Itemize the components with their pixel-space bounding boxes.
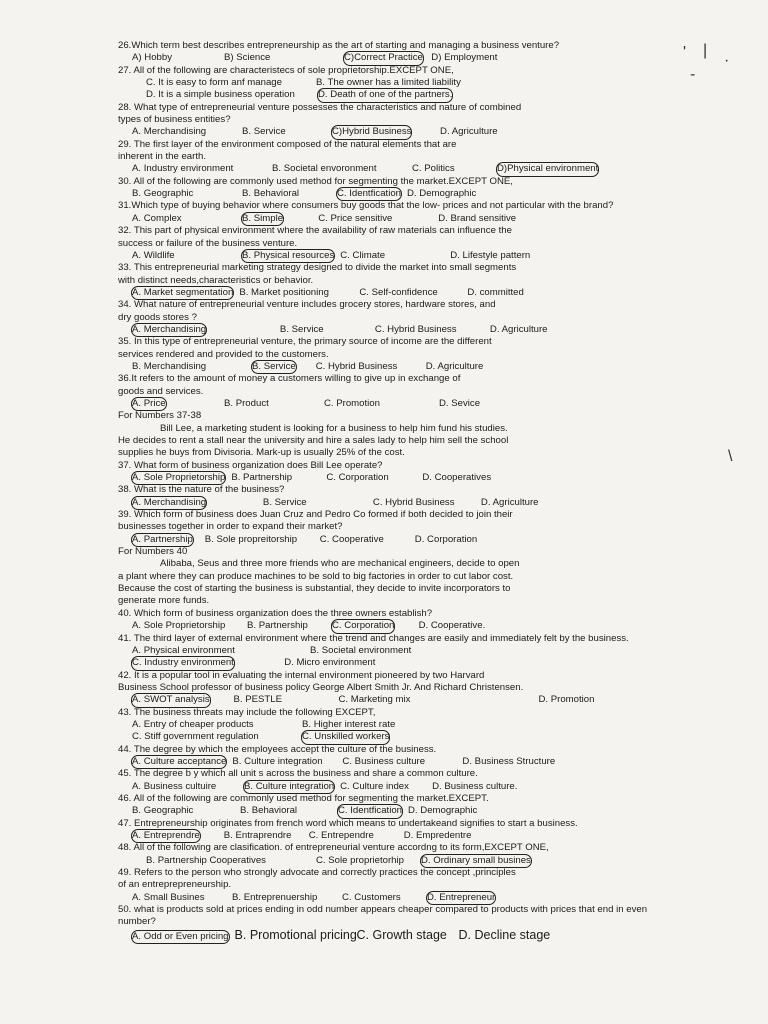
answer-option: B. Higher interest rate <box>302 718 396 730</box>
answer-options-row <box>118 52 718 64</box>
answer-option: D. Decline stage <box>458 927 551 942</box>
circled-answer-option: D)Physical environment <box>497 163 599 175</box>
question-text-line: For Numbers 40 <box>118 546 188 558</box>
answer-option: B. The owner has a limited liability <box>316 77 461 89</box>
question-text-line: 33. This entrepreneurial marketing strategy designed to divide the market into small segments <box>118 262 517 274</box>
answer-option: D. Sevice <box>438 397 481 409</box>
answer-options-row <box>118 657 718 669</box>
question-text-line: Business School professor of business policy George Albert Smith Jr. And Richard Christensen. <box>118 681 524 693</box>
question-text-line: 32. This part of physical environment where the availability of raw materials can influence the <box>118 225 512 237</box>
answer-option: C. Politics <box>412 163 455 175</box>
answer-option: B. Geographic <box>132 188 194 200</box>
circled-answer-option: C)Correct Practice <box>344 52 423 64</box>
circled-answer-option: C. Identfication <box>337 188 401 200</box>
question-text-line: 48. All of the following are clasification. of entrepreneurial venture accordng to its form,EXCEPT ONE, <box>118 842 549 854</box>
answer-option: A. Business cultuire <box>132 780 217 792</box>
question-text-line: with distinct needs,characteristics or behavior. <box>118 274 314 286</box>
question-text-line: 31.Which type of buying behavior where consumers buy goods that the low- prices and not particular with the brand? <box>118 200 614 212</box>
answer-option: B. PESTLE <box>233 694 282 706</box>
answer-option: D. committed <box>467 286 524 298</box>
circled-answer-option: B. Culture integration <box>244 780 335 792</box>
answer-options-row <box>118 250 718 262</box>
question-text-line: 49. Refers to the person who strongly advocate and correctly practices the concept ,principles <box>118 867 516 879</box>
answer-option: D. Micro environment <box>284 657 376 669</box>
answer-option: B) Science <box>224 52 271 64</box>
answer-option: B. Service <box>279 323 324 335</box>
question-text-line: 41. The third layer of external environment where the trend and changes are easily and immediately felt by the business. <box>118 632 629 644</box>
answer-options-row <box>118 929 718 943</box>
answer-option: D. Demographic <box>407 188 477 200</box>
answer-option: D. Business Structure <box>462 755 556 767</box>
answer-options-row <box>118 188 718 200</box>
answer-option: A. Small Busines <box>132 891 205 903</box>
scan-mark-4: - <box>690 66 696 83</box>
answer-option: C. Stiff government regulation <box>132 731 259 743</box>
question-text-line: goods and services. <box>118 385 204 397</box>
circled-answer-option: D. Entrepreneur <box>427 891 496 903</box>
answer-option: C. Hybrid Business <box>315 360 398 372</box>
question-text-line: 30. All of the following are commonly used method for segmenting the market.EXCEPT ONE, <box>118 175 513 187</box>
answer-option: C. Corporation <box>326 472 389 484</box>
answer-option: B. Partnership <box>231 472 293 484</box>
question-text-line: inherent in the earth. <box>118 151 207 163</box>
answer-option: C. Sole proprietorhip <box>316 854 404 866</box>
answer-option: A. Entry of cheaper products <box>132 718 254 730</box>
answer-options-row <box>118 89 718 101</box>
circled-answer-option: A. Partnership <box>132 533 193 545</box>
answer-option: B. Partnership <box>247 620 308 632</box>
answer-option: C. Cooperative <box>319 533 384 545</box>
scan-mark-5: \ <box>728 448 733 465</box>
circled-answer-option: A. Sole Proprietorship <box>132 472 226 484</box>
question-text-line: Alibaba, Seus and three more friends who are mechanical engineers, decide to open <box>160 558 520 570</box>
question-text-line: dry goods stores ? <box>118 311 197 323</box>
circled-answer-option: A. Entreprendre <box>132 830 200 841</box>
question-text-line: 45. The degree b y which all unit s across the business and share a common culture. <box>118 768 478 780</box>
circled-answer-option: D. Ordinary small busines <box>421 854 531 866</box>
answer-option: A) Hobby <box>132 52 172 64</box>
answer-option: B. Merchandising <box>132 360 207 372</box>
answer-option: B. Behavioral <box>240 805 298 817</box>
question-text-line: 44. The degree by which the employees accept the culture of the business. <box>118 743 437 755</box>
answer-option: D. Empredentre <box>403 830 472 841</box>
question-text-line: 40. Which form of business organization does the three owners establish? <box>118 607 433 619</box>
answer-options-row <box>118 694 718 706</box>
circled-answer-option: A. SWOT analysis <box>132 694 210 706</box>
answer-option: B. Culture integration <box>232 755 323 767</box>
answer-option: B. Market positioning <box>239 286 329 298</box>
answer-option: B. Service <box>262 496 307 508</box>
circled-answer-option: C. Identfication <box>338 805 402 817</box>
answer-options-row <box>118 472 718 484</box>
scan-mark-2: | <box>703 42 708 59</box>
circled-answer-option: D. Death of one of the partners. <box>318 89 453 101</box>
answer-option: A. Sole Proprietorship <box>132 620 226 632</box>
exam-sheet <box>118 40 718 943</box>
answer-option: C. Hybrid Business <box>374 323 457 335</box>
answer-option: B. Societal environment <box>310 644 412 656</box>
answer-option: C. Marketing mix <box>338 694 411 706</box>
answer-option: C. Climate <box>340 249 386 261</box>
answer-option: A. Physical environment <box>132 644 235 656</box>
answer-option: D. Lifestyle pattern <box>450 249 531 261</box>
question-text-line: 36.It refers to the amount of money a customers willing to give up in exchange of <box>118 373 461 385</box>
answer-option: C. Price sensitive <box>318 212 393 224</box>
answer-options-row <box>118 77 718 89</box>
answer-option: C. Promotion <box>323 397 380 409</box>
answer-options-row <box>118 497 718 509</box>
answer-option: C. Growth stage <box>356 927 447 942</box>
answer-option: B. Geographic <box>132 805 194 817</box>
answer-option: D. It is a simple business operation <box>146 89 295 101</box>
answer-options-row <box>118 163 718 175</box>
answer-option: B. Entraprendre <box>223 830 292 841</box>
answer-option: C. Hybrid Business <box>372 496 455 508</box>
circled-answer-option: A. Price <box>132 397 166 409</box>
answer-options-row <box>118 361 718 373</box>
answer-option: A. Merchandising <box>132 126 207 138</box>
question-text-line: types of business entities? <box>118 114 231 126</box>
question-text-line: For Numbers 37-38 <box>118 410 202 422</box>
answer-option: B. Product <box>223 397 269 409</box>
question-text-line: Because the cost of starting the business is substantial, they decide to invite incorporators to <box>118 583 511 595</box>
answer-option: D. Brand sensitive <box>438 212 517 224</box>
answer-option: D. Cooperative. <box>418 620 486 632</box>
answer-option: C. Entrependre <box>308 830 374 841</box>
answer-options-row <box>118 534 718 546</box>
question-text-line: of an entreprepreneurship. <box>118 879 232 891</box>
question-text-line: businesses together in order to expand their market? <box>118 521 343 533</box>
answer-option: A. Complex <box>132 212 182 224</box>
question-text-line: He decides to rent a stall near the university and hire a sales lady to help him sell the school <box>118 435 509 446</box>
answer-option: B. Entreprenuership <box>232 891 318 903</box>
answer-options-row <box>118 805 718 817</box>
question-text-line: 46. All of the following are commonly used method for segmenting the market.EXCEPT. <box>118 792 489 804</box>
answer-options-row <box>118 731 718 743</box>
answer-option: B. Partnership Cooperatives <box>146 854 266 866</box>
answer-option: D. Promotion <box>538 694 595 706</box>
answer-option: D. Agriculture <box>440 126 498 138</box>
answer-options-row <box>118 719 718 731</box>
answer-option: D. Agriculture <box>489 323 548 335</box>
question-text-line: 42. It is a popular tool in evaluating the internal environment pioneered by two Harvard <box>118 669 485 681</box>
answer-options-row <box>118 620 718 632</box>
question-text-line: 39. Which form of business does Juan Cruz and Pedro Co formed if both decided to join their <box>118 509 513 521</box>
circled-answer-option: A. Culture acceptance <box>132 755 227 767</box>
answer-option: A. Industry environment <box>132 163 234 175</box>
circled-answer-option: A. Odd or Even pricing <box>132 930 229 942</box>
answer-option: D. Agriculture <box>425 360 484 372</box>
answer-options-row <box>118 892 718 904</box>
question-text-line: 38. What is the nature of the business? <box>118 484 285 496</box>
answer-option: D) Employment <box>431 52 498 64</box>
question-text-line: 37. What form of business organization does Bill Lee operate? <box>118 459 383 471</box>
question-text-line: 29. The first layer of the environment composed of the natural elements that are <box>118 138 457 150</box>
question-text-line: success or failure of the business venture. <box>118 237 298 249</box>
circled-answer-option: A. Merchandising <box>132 496 207 508</box>
answer-option: D. Corporation <box>414 533 478 545</box>
question-text-line: 27. All of the following are characteristecs of sole proprietorship.EXCEPT ONE, <box>118 64 454 76</box>
circled-answer-option: A. Merchandising <box>132 323 207 335</box>
answer-options-row <box>118 645 718 657</box>
question-text-line: Bill Lee, a marketing student is looking for a business to help him fund his studies. <box>160 422 508 434</box>
circled-answer-option: C. Corporation <box>332 620 395 632</box>
answer-option: C. Customers <box>342 891 401 903</box>
question-text-line: 34. What nature of entrepreneurial venture includes grocery stores, hardware stores, and <box>118 299 496 311</box>
question-text-line: 26.Which term best describes entrepreneurship as the art of starting and managing a business venture? <box>118 40 560 51</box>
answer-options-row <box>118 830 718 842</box>
question-text-line: 35. In this type of entrepreneurial venture, the primary source of income are the different <box>118 336 492 348</box>
question-text-line: number? <box>118 916 156 928</box>
answer-options-row <box>118 398 718 410</box>
answer-option: D. Cooperatives <box>422 472 492 484</box>
question-text-line: 50. what is products sold at prices ending in odd number appears cheaper compared to products with prices that end in even <box>118 904 648 916</box>
question-text-line: a plant where they can produce machines to be sold to big factories in order to cut labor cost. <box>118 570 514 582</box>
circled-answer-option: C. Industry environment <box>132 657 234 669</box>
answer-options-row <box>118 287 718 299</box>
answer-option: C. Self-confidence <box>359 286 438 298</box>
answer-option: B. Behavioral <box>242 188 300 200</box>
question-text-line: 28. What type of entrepreneurial venture possesses the characteristics and nature of combined <box>118 101 522 113</box>
circled-answer-option: A. Market segmentation <box>132 286 234 298</box>
circled-answer-option: B. Simple <box>242 212 284 224</box>
answer-options-row <box>118 855 718 867</box>
scan-mark-1: ' <box>683 44 687 61</box>
circled-answer-option: B. Physical resources <box>242 249 335 261</box>
answer-options-row <box>118 324 718 336</box>
answer-option: C. Business culture <box>342 755 426 767</box>
circled-answer-option: C. Unskilled workers <box>302 731 390 743</box>
question-text-line: supplies he buys from Divisoria. Mark-up is usually 25% of the cost. <box>118 447 405 459</box>
question-text-line: 47. Entrepreneurship originates from french word which means to undertakeand signifies to start a business. <box>118 817 578 829</box>
answer-options-row <box>118 781 718 793</box>
answer-option: C. Culture index <box>340 780 409 792</box>
scan-mark-3: · <box>724 52 730 69</box>
answer-option: B. Sole propreitorship <box>204 533 298 545</box>
answer-option: A. Wildlife <box>132 249 175 261</box>
answer-options-row <box>118 126 718 138</box>
circled-answer-option: B. Service <box>252 360 296 372</box>
answer-option: C. It is easy to form anf manage <box>146 77 282 89</box>
answer-option: B. Societal envoronment <box>272 163 377 175</box>
answer-options-row <box>118 756 718 768</box>
question-text-line: generate more funds. <box>118 595 210 607</box>
circled-answer-option: C)Hybrid Business <box>332 126 412 138</box>
answer-option: D. Demographic <box>408 805 478 817</box>
question-text-line: 43. The business threats may include the following EXCEPT, <box>118 706 376 718</box>
answer-option: D. Agriculture <box>480 496 539 508</box>
question-text-line: services rendered and provided to the customers. <box>118 348 329 360</box>
answer-options-row <box>118 213 718 225</box>
answer-option: B. Service <box>242 126 286 138</box>
answer-option: B. Promotional pricing <box>234 927 357 942</box>
answer-option: D. Business culture. <box>432 780 518 792</box>
